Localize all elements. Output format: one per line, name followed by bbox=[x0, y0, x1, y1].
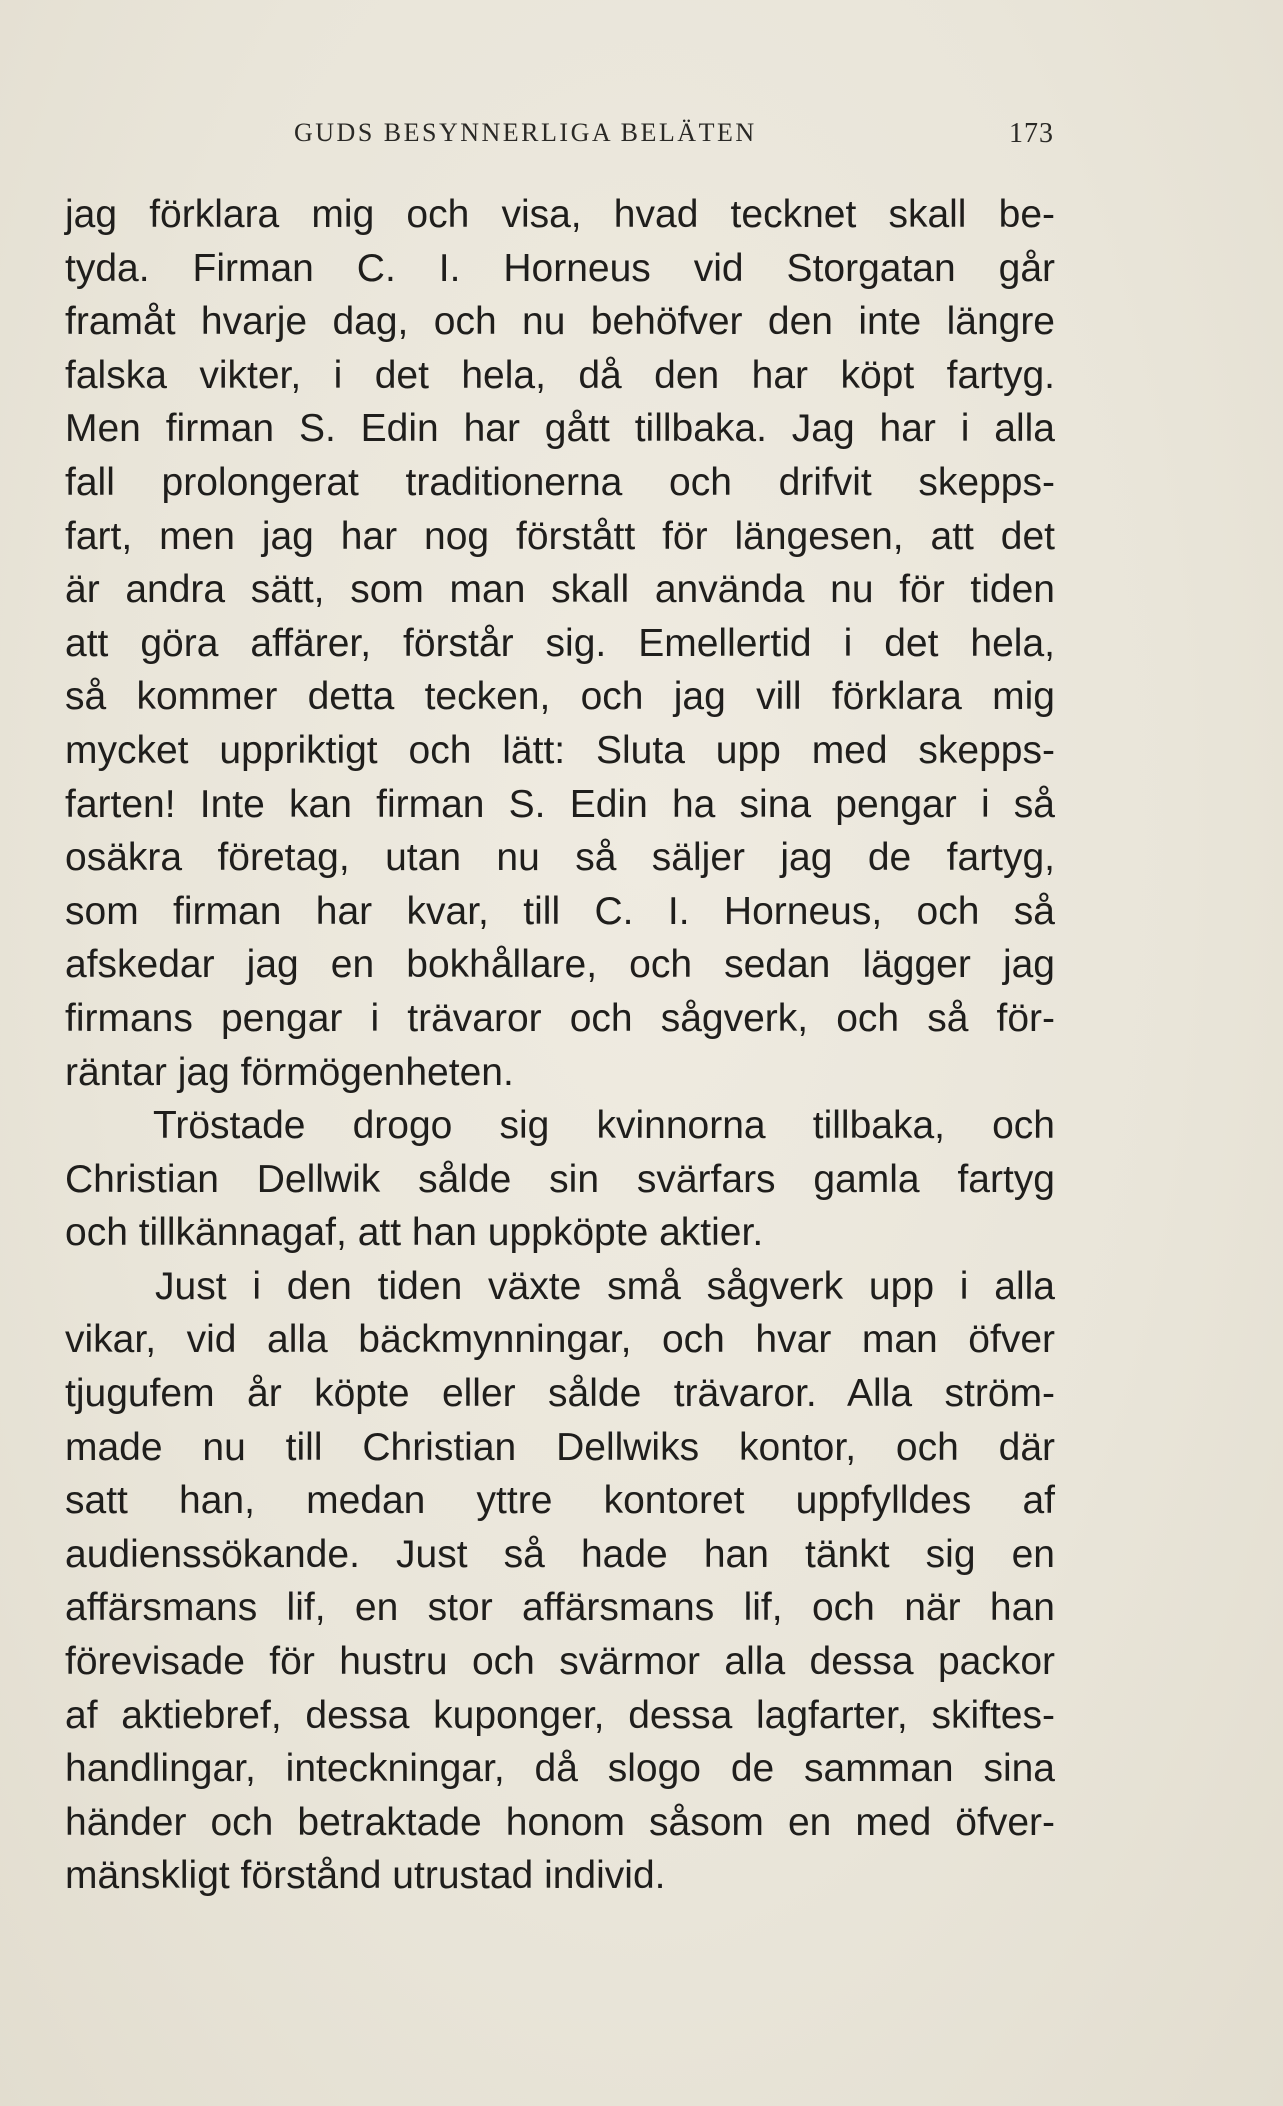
page-number: 173 bbox=[1009, 118, 1054, 149]
running-title: GUDS BESYNNERLIGA BELÄTEN bbox=[294, 118, 757, 147]
text-line: som firman har kvar, till C. I. Horneus, och så bbox=[65, 889, 1055, 933]
text-line: Just i den tiden växte små sågverk upp i alla bbox=[155, 1264, 1055, 1308]
text-line: så kommer detta tecken, och jag vill förklara mig bbox=[65, 675, 1055, 719]
running-head bbox=[294, 118, 1054, 152]
text-line: made nu till Christian Dellwiks kontor, och där bbox=[65, 1425, 1055, 1469]
text-line: räntar jag förmögenheten. bbox=[65, 1050, 514, 1094]
text-line: mycket uppriktigt och lätt: Sluta upp med skepps- bbox=[65, 728, 1055, 772]
text-line: att göra affärer, förstår sig. Emellertid i det hela, bbox=[65, 621, 1055, 665]
text-line: framåt hvarje dag, och nu behöfver den inte längre bbox=[65, 300, 1055, 344]
text-line: Christian Dellwik sålde sin svärfars gamla fartyg bbox=[65, 1157, 1055, 1201]
text-line: farten! Inte kan firman S. Edin ha sina pengar i så bbox=[65, 782, 1055, 826]
text-line: affärsmans lif, en stor affärsmans lif, och när han bbox=[65, 1586, 1055, 1630]
text-line: audienssökande. Just så hade han tänkt sig en bbox=[65, 1532, 1055, 1576]
body-text bbox=[65, 188, 1055, 1903]
text-line: och tillkännagaf, att han uppköpte aktier. bbox=[65, 1211, 764, 1255]
text-line: tyda. Firman C. I. Horneus vid Storgatan går bbox=[65, 246, 1055, 290]
text-line: Tröstade drogo sig kvinnorna tillbaka, och bbox=[153, 1104, 1055, 1148]
text-line: förevisade för hustru och svärmor alla dessa packor bbox=[65, 1640, 1055, 1684]
text-line: är andra sätt, som man skall använda nu för tiden bbox=[65, 568, 1055, 612]
text-line: mänskligt förstånd utrustad individ. bbox=[65, 1854, 666, 1898]
text-line: firmans pengar i trävaror och sågverk, och så för- bbox=[65, 996, 1055, 1040]
text-line: fall prolongerat traditionerna och drifvit skepps- bbox=[65, 460, 1055, 504]
text-line: händer och betraktade honom såsom en med öfver- bbox=[65, 1800, 1055, 1844]
text-line: af aktiebref, dessa kuponger, dessa lagfarter, skiftes- bbox=[65, 1693, 1055, 1737]
text-line: osäkra företag, utan nu så säljer jag de fartyg, bbox=[65, 836, 1055, 880]
text-line: vikar, vid alla bäckmynningar, och hvar man öfver bbox=[65, 1318, 1055, 1362]
text-line: satt han, medan yttre kontoret uppfylldes af bbox=[65, 1479, 1055, 1523]
text-line: Men firman S. Edin har gått tillbaka. Jag har i alla bbox=[65, 407, 1055, 451]
text-line: jag förklara mig och visa, hvad tecknet skall be- bbox=[65, 193, 1055, 236]
text-line: tjugufem år köpte eller sålde trävaror. Alla ström- bbox=[65, 1372, 1055, 1416]
text-line: fart, men jag har nog förstått för längesen, att det bbox=[65, 514, 1055, 558]
text-line: handlingar, inteckningar, då slogo de samman sina bbox=[65, 1747, 1055, 1791]
text-line: falska vikter, i det hela, då den har köpt fartyg. bbox=[65, 353, 1055, 397]
text-line: afskedar jag en bokhållare, och sedan lägger jag bbox=[65, 943, 1055, 987]
